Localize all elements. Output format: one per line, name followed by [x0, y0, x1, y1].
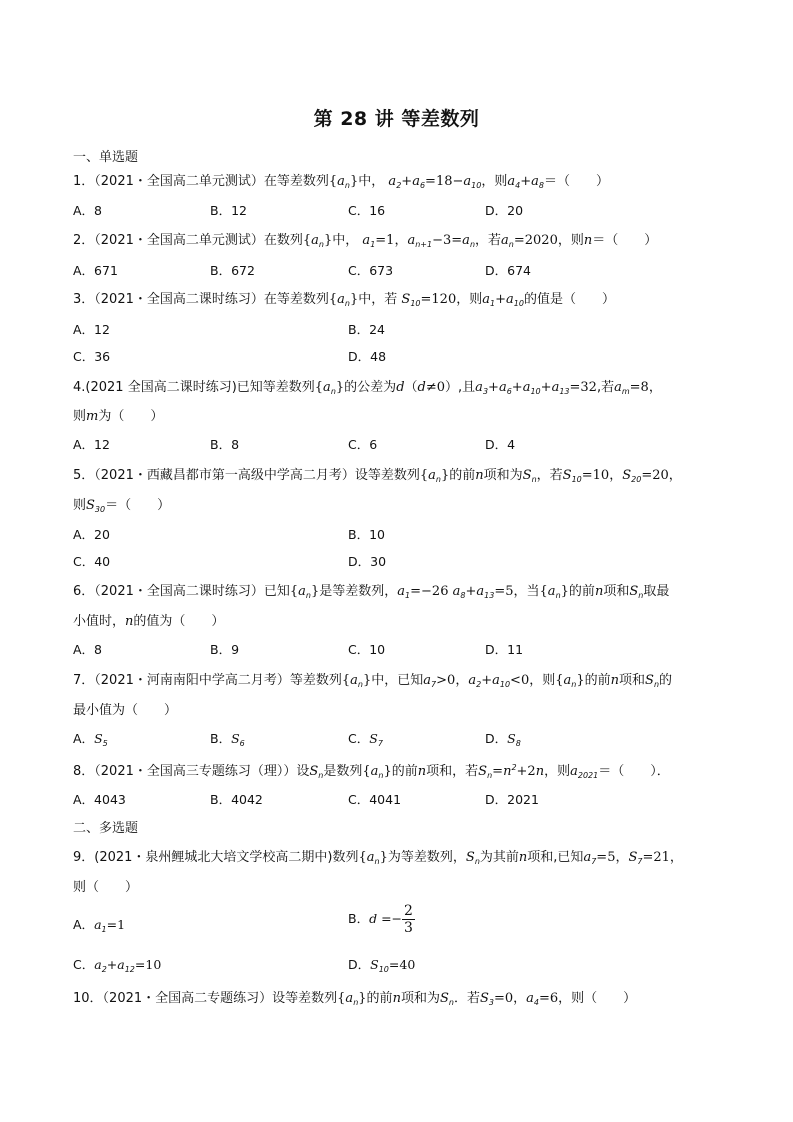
- question-9: 9．(2021・泉州鲤城北大培文学校高二期中)数列$\{a_n\}$为等差数列，$S_n$为其前n项和,已知$a_7=5$，$S_7=21$，: [73, 850, 683, 866]
- option-d[interactable]: D．4: [485, 437, 516, 452]
- option-d[interactable]: D．20: [485, 203, 524, 218]
- option-c[interactable]: C．4041: [348, 792, 402, 807]
- question-4-line2: 则m为（ ）: [73, 409, 164, 424]
- option-a[interactable]: A．$S_5$: [73, 731, 108, 748]
- option-a[interactable]: A．12: [73, 437, 110, 452]
- option-b[interactable]: B．672: [210, 263, 255, 278]
- question-5-options-row1: [73, 525, 733, 545]
- question-7-line2: 最小值为（ ）: [73, 703, 178, 718]
- option-a[interactable]: A．20: [73, 527, 110, 542]
- option-d[interactable]: D．674: [485, 263, 531, 278]
- section-heading-single-choice: 一、单选题: [73, 150, 139, 165]
- option-b[interactable]: B．8: [210, 437, 240, 452]
- option-b[interactable]: B．10: [348, 527, 385, 542]
- option-d[interactable]: D．11: [485, 642, 524, 657]
- option-c[interactable]: C．16: [348, 203, 386, 218]
- option-b[interactable]: B．4042: [210, 792, 263, 807]
- question-2: 2．（2021・全国高二单元测试）在数列$\{a_n\}$中， $a_1=1$，$a_{n+1}-3=a_n$，若$a_n=2020$，则n＝（ ）: [73, 233, 658, 249]
- option-a[interactable]: A．12: [73, 322, 110, 337]
- question-7-options: [73, 729, 733, 749]
- option-a[interactable]: A．$a_1=1$: [73, 917, 126, 934]
- option-c[interactable]: C．6: [348, 437, 378, 452]
- question-9-options-row1: [73, 903, 733, 937]
- option-c[interactable]: C．40: [73, 554, 111, 569]
- question-9-options-row2: [73, 955, 733, 975]
- question-4: 4.(2021 全国高二课时练习)已知等差数列$\{a_n\}$的公差为d（d≠0）,且$a_3+a_6+a_{10}+a_{13}=32$,若$a_m=8$，: [73, 380, 662, 396]
- question-1: 1．（2021・全国高二单元测试）在等差数列$\{a_n\}$中， $a_2+a_6=18-a_{10}$，则$a_4+a_8=$（ ）: [73, 174, 609, 190]
- option-c[interactable]: C．36: [73, 349, 111, 364]
- question-3-options-row2: [73, 347, 733, 367]
- question-6-options: [73, 640, 733, 660]
- option-c[interactable]: C．673: [348, 263, 394, 278]
- question-5: 5．（2021・西藏昌都市第一高级中学高二月考）设等差数列$\{a_n\}$的前n项和为$S_n$，若$S_{10}=10$，$S_{20}=20$，: [73, 468, 682, 484]
- question-3-options-row1: [73, 320, 733, 340]
- question-5-line2: 则$S_{30}=$（ ）: [73, 498, 171, 514]
- option-d[interactable]: D．2021: [485, 792, 539, 807]
- question-4-options: [73, 435, 733, 455]
- question-7: 7．（2021・河南南阳中学高二月考）等差数列$\{a_n\}$中，已知$a_7>0$，$a_2+a_{10}<0$，则$\{a_n\}$的前n项和$S_n$的: [73, 673, 673, 689]
- question-1-options: [73, 201, 733, 221]
- page-title: 第 28 讲 等差数列: [313, 108, 480, 130]
- fraction-two-thirds: $\frac{2}{3}$: [404, 903, 413, 936]
- question-2-options: [73, 261, 733, 281]
- question-10: 10．（2021・全国高二专题练习）设等差数列$\{a_n\}$的前n项和为$S_n$．若$S_3=0$，$a_4=6$，则（ ）: [73, 991, 637, 1007]
- option-a[interactable]: A．671: [73, 263, 118, 278]
- option-d[interactable]: D．$S_8$: [485, 731, 521, 748]
- section-heading-multiple-choice: 二、多选题: [73, 821, 139, 836]
- option-b[interactable]: B．12: [210, 203, 247, 218]
- option-a[interactable]: A．4043: [73, 792, 126, 807]
- option-c[interactable]: C．$a_2+a_{12}=10$: [73, 957, 162, 974]
- question-3: 3．（2021・全国高二课时练习）在等差数列$\{a_n\}$中，若 $S_{10}=120$，则$a_1+a_{10}$的值是（ ）: [73, 292, 615, 308]
- question-9-line2: 则（ ）: [73, 880, 139, 895]
- option-b[interactable]: B．24: [348, 322, 385, 337]
- option-c[interactable]: C．10: [348, 642, 386, 657]
- question-6: 6．（2021・全国高二课时练习）已知$\{a_n\}$是等差数列，$a_1=-26$ $a_8+a_{13}=5$，当$\{a_n\}$的前n项和$S_n$取最: [73, 584, 670, 600]
- option-d[interactable]: D．30: [348, 554, 387, 569]
- option-d[interactable]: D．$S_{10}=40$: [348, 957, 416, 974]
- question-6-line2: 小值时，n的值为（ ）: [73, 614, 225, 629]
- question-8-options: [73, 790, 733, 810]
- option-d[interactable]: D．48: [348, 349, 387, 364]
- question-5-options-row2: [73, 552, 733, 572]
- option-a[interactable]: A．8: [73, 203, 103, 218]
- option-b[interactable]: B．9: [210, 642, 240, 657]
- option-c[interactable]: C．$S_7$: [348, 731, 383, 748]
- option-a[interactable]: A．8: [73, 642, 103, 657]
- question-8: 8．（2021・全国高三专题练习（理））设$S_n$是数列$\{a_n\}$的前n项和，若$S_n=n^2+2n$，则$a_{2021}=$（ ）．: [73, 763, 670, 780]
- option-b[interactable]: B．$S_6$: [210, 731, 245, 748]
- option-b[interactable]: B．d =− $\frac{2}{3}$: [348, 903, 413, 936]
